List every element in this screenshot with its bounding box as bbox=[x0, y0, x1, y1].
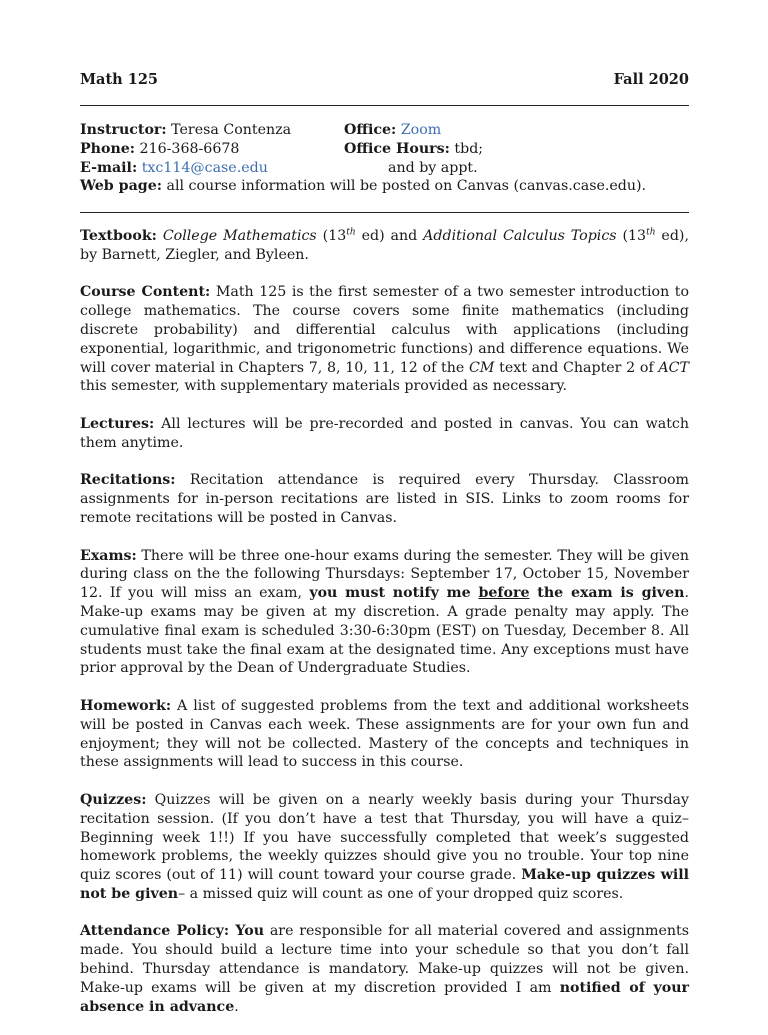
homework-label: Homework: bbox=[80, 697, 172, 714]
exams-paragraph bbox=[80, 547, 689, 679]
web-page-value: all course information will be posted on Canvas (canvas.case.edu). bbox=[166, 178, 647, 195]
instructor-name: Teresa Contenza bbox=[171, 122, 292, 138]
recitations-label: Recitations: bbox=[80, 472, 176, 489]
paragraph-text: . bbox=[234, 998, 239, 1015]
office-label: Office: bbox=[344, 122, 397, 138]
edition-sup: th bbox=[346, 227, 356, 238]
attendance-paragraph bbox=[80, 922, 689, 1016]
textbook-title-1: College Mathematics bbox=[162, 228, 317, 244]
exams-label: Exams: bbox=[80, 547, 137, 564]
instructor-label: Instructor: bbox=[80, 122, 167, 138]
notify-emphasis: you must notify me bbox=[309, 585, 479, 602]
homework-paragraph bbox=[80, 697, 689, 772]
edition-text: ed), by Barnett, Ziegler, and Byleen. bbox=[80, 228, 689, 263]
recitations-paragraph bbox=[80, 471, 689, 527]
paragraph-text: Quizzes will be given on a nearly weekly basis during your Thursday recitation session. (If you don’t have a test that Thursday, you will have a quiz– Beginning week 1!!) If you have successfully completed that week’s suggested homework problems, the weekly quizzes should give you no trouble. Your top nine quiz scores (out of 11) will count toward your course grade. bbox=[80, 791, 689, 884]
edition-text: (13 bbox=[616, 228, 647, 244]
page-header bbox=[80, 71, 689, 88]
paragraph-text: A list of suggested problems from the text and additional worksheets will be posted in Canvas each week. These assignments are for your own fun and enjoyment; they will not be collected. Mastery of the concepts and techniques in these assignments will lead to success in this course. bbox=[80, 697, 689, 771]
phone-value: 216-368-6678 bbox=[139, 140, 240, 157]
paragraph-text: Recitation attendance is required every Thursday. Classroom assignments for in-person recitations are listed in SIS. Links to zoom rooms for remote recitations will be posted in Canvas. bbox=[80, 472, 689, 526]
lectures-label: Lectures: bbox=[80, 415, 155, 432]
paragraph-text: this semester, with supplementary materials provided as necessary. bbox=[80, 378, 568, 395]
makeup-quiz-emphasis: Make-up quizzes will not be given bbox=[80, 867, 689, 902]
quizzes-paragraph bbox=[80, 791, 689, 904]
paragraph-text: All lectures will be pre-recorded and posted in canvas. You can watch them anytime. bbox=[80, 415, 689, 451]
header-divider bbox=[80, 105, 689, 106]
textbook-label: Textbook: bbox=[80, 228, 157, 244]
office-hours-label: Office Hours: bbox=[344, 140, 450, 157]
syllabus-body bbox=[80, 227, 689, 1035]
edition-text: ed) and bbox=[355, 228, 424, 244]
contact-info bbox=[80, 121, 689, 196]
attendance-label: Attendance Policy: You bbox=[80, 923, 265, 940]
notify-emphasis: the exam is given bbox=[529, 585, 685, 602]
cm-abbrev: CM bbox=[469, 359, 495, 376]
paragraph-text: text and Chapter 2 of bbox=[494, 359, 659, 376]
info-row bbox=[80, 121, 689, 140]
textbook-paragraph bbox=[80, 227, 689, 265]
email-link[interactable]: txc114@case.edu bbox=[141, 159, 268, 176]
course-content-label: Course Content: bbox=[80, 284, 211, 301]
advance-notice-emphasis: notified of your absence in advance bbox=[80, 979, 689, 1015]
office-hours-value: tbd; bbox=[454, 140, 484, 157]
course-content-paragraph bbox=[80, 283, 689, 396]
act-abbrev: ACT bbox=[658, 359, 689, 376]
paragraph-text: . Make-up exams may be given at my discretion. A grade penalty may apply. The cumulative final exam is scheduled 3:30-6:30pm (EST) on Tuesday, December 8. All students must take the final exam at the designated time. Any exceptions must have prior approval by the Dean of Undergraduate Studies. bbox=[80, 585, 689, 677]
office-zoom-link[interactable]: Zoom bbox=[400, 122, 442, 138]
edition-sup: th bbox=[646, 227, 656, 238]
info-row bbox=[80, 159, 689, 178]
paragraph-text: There will be three one-hour exams during the semester. They will be given during class on the the following Thursdays: September 17, October 15, November 12. If you will miss an exam, bbox=[80, 547, 689, 602]
textbook-title-2: Additional Calculus Topics bbox=[423, 228, 617, 244]
paragraph-text: – a missed quiz will count as one of your dropped quiz scores. bbox=[178, 885, 624, 902]
term: Fall 2020 bbox=[613, 71, 689, 88]
course-title: Math 125 bbox=[80, 71, 159, 88]
info-divider bbox=[80, 212, 689, 213]
paragraph-text: are responsible for all material covered and assignments made. You should build a lecture time into your schedule so that you don’t fall behind. Thursday attendance is mandatory. Make-up quizzes will not be given. Make-up exams will be given at my discretion provided I am bbox=[80, 923, 689, 996]
phone-label: Phone: bbox=[80, 140, 136, 157]
info-row bbox=[80, 140, 689, 159]
email-label: E-mail: bbox=[80, 159, 138, 176]
info-row bbox=[80, 177, 689, 196]
lectures-paragraph bbox=[80, 415, 689, 453]
before-emphasis: before bbox=[478, 585, 530, 602]
office-hours-extra: and by appt. bbox=[388, 159, 478, 176]
web-page-label: Web page: bbox=[80, 178, 162, 195]
quizzes-label: Quizzes: bbox=[80, 791, 147, 808]
edition-text: (13 bbox=[316, 228, 347, 244]
paragraph-text: Math 125 is the first semester of a two semester introduction to college mathematics. The course covers some finite mathematics (including discrete probability) and differential calculus with applications (including exponential, logarithmic, and trigonometric functions) and difference equations. We will cover material in Chapters 7, 8, 10, 11, 12 of the bbox=[80, 284, 689, 376]
